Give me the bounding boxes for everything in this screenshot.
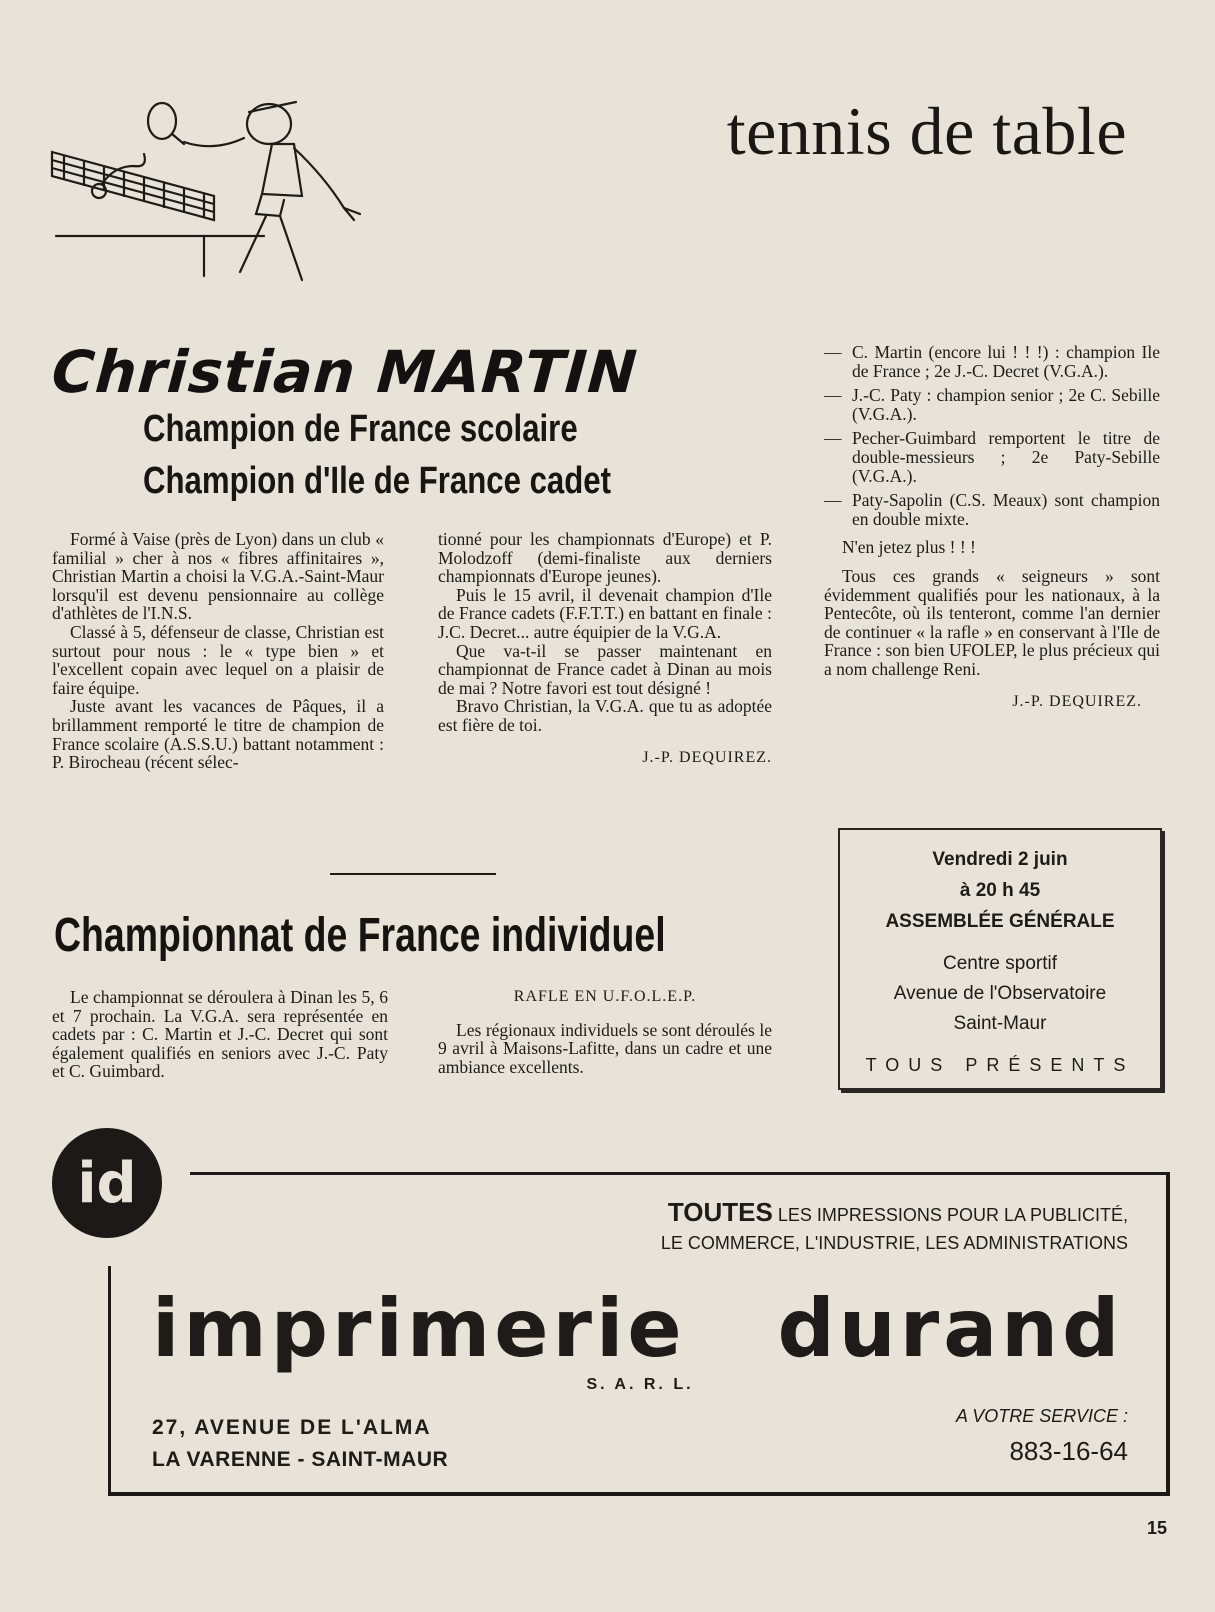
notice-place-line3: Saint-Maur	[953, 1013, 1047, 1034]
article-title-christian-martin: Christian MARTIN	[49, 338, 640, 406]
article2-column2	[438, 988, 772, 1076]
table-tennis-player-illustration	[44, 96, 384, 306]
signature: J.-P. DEQUIREZ.	[642, 748, 772, 766]
notice-event: ASSEMBLÉE GÉNÉRALE	[885, 911, 1115, 932]
rafle-heading: RAFLE EN U.F.O.L.E.P.	[513, 988, 697, 1005]
results-list	[824, 343, 1160, 528]
article1-column1	[52, 530, 384, 772]
page-number: 15	[1146, 1518, 1167, 1538]
company-sarl: S. A. R. L.	[586, 1376, 694, 1393]
paragraph: Classé à 5, défenseur de classe, Christian est surtout pour nous : le « type bien » et l'excellent copain avec lequel on a plaisir de faire équipe.	[52, 621, 384, 698]
notice-place-line1: Centre sportif	[942, 953, 1058, 974]
paragraph: tionné pour les championnats d'Europe) et P. Molodzoff (demi-finaliste aux derniers championnats d'Europe jeunes).	[438, 529, 772, 587]
paragraph: Les régionaux individuels se sont déroulés le 9 avril à Maisons-Lafitte, dans un cadre et une ambiance excellents.	[438, 1019, 772, 1077]
paragraph: Formé à Vaise (près de Lyon) dans un club « familial » cher à nos « fibres affinitaires », Christian Martin a choisi la V.G.A.-Saint-Maur lorsqu'il est devenu pensionnaire au collège d'athlètes de l'I.N.S.	[52, 529, 384, 624]
ad-tagline-line2: LE COMMERCE, L'INDUSTRIE, LES ADMINISTRATIONS	[660, 1233, 1128, 1253]
phone-number: 883-16-64	[1009, 1436, 1128, 1466]
notice-time: à 20 h 45	[959, 880, 1041, 901]
subtitle-champion-ile-de-france: Champion d'Ile de France cadet	[143, 460, 612, 502]
paragraph: Puis le 15 avril, il devenait champion d'Ile de France cadets (F.F.T.T.) en battant en finale : J.C. Decret... autre équipier de la V.G.A.	[438, 584, 772, 642]
company-address	[152, 1412, 448, 1476]
notice-place-line2: Avenue de l'Observatoire	[893, 983, 1107, 1004]
notice-date: Vendredi 2 juin	[932, 849, 1068, 870]
ad-tagline-rest: LES IMPRESSIONS POUR LA PUBLICITÉ,	[777, 1205, 1128, 1225]
id-logo: id	[52, 1128, 162, 1238]
article1-column2	[438, 530, 772, 767]
signature: J.-P. DEQUIREZ.	[1012, 692, 1142, 710]
results-column	[824, 343, 1160, 711]
list-item: — Paty-Sapolin (C.S. Meaux) sont champion en double mixte.	[824, 491, 1160, 528]
ad-tagline	[640, 1198, 1128, 1257]
subtitle-champion-scolaire: Champion de France scolaire	[143, 408, 578, 450]
ad-tagline-bold: TOUTES	[667, 1197, 773, 1227]
article2-title: Championnat de France individuel	[54, 909, 666, 962]
service-label: A VOTRE SERVICE :	[955, 1406, 1128, 1426]
paragraph: Le championnat se déroulera à Dinan les 5, 6 et 7 prochain. La V.G.A. sera représentée en cadets par : C. Martin et J.-C. Decret qui sont également qualifiés en seniors avec J.-C. Paty et C. Guimbard.	[52, 987, 388, 1082]
list-item: — C. Martin (encore lui ! ! !) : champion Ile de France ; 2e J.-C. Decret (V.G.A.).	[824, 343, 1160, 380]
section-title: tennis de table	[726, 93, 1127, 169]
paragraph: Juste avant les vacances de Pâques, il a brillamment remporté le titre de champion de France scolaire (A.S.S.U.) battant notamment : P. Birocheau (récent sélec-	[52, 696, 384, 773]
separator-rule	[330, 873, 496, 875]
list-item: — J.-C. Paty : champion senior ; 2e C. Sebille (V.G.A.).	[824, 386, 1160, 423]
paragraph: Que va-t-il se passer maintenant en championnat de France cadet à Dinan au mois de mai ? Notre favori est tout désigné !	[438, 640, 772, 698]
paragraph: Bravo Christian, la V.G.A. que tu as adoptée est fière de toi.	[438, 696, 772, 735]
exclaim-text: N'en jetez plus ! ! !	[842, 537, 976, 558]
list-item: — Pecher-Guimbard remportent le titre de double-messieurs ; 2e Paty-Sebille (V.G.A.).	[824, 429, 1160, 485]
article2-column1	[52, 988, 388, 1081]
general-assembly-notice	[838, 828, 1162, 1090]
paragraph: Tous ces grands « seigneurs » sont évidemment qualifiés pour les nationaux, à la Pentecôte, où ils tenteront, comme l'an dernier de continuer « la rafle » en conservant à l'Ile de France : son bien UFOLEP, le plus précieux qui a nom challenge Reni.	[824, 565, 1160, 679]
address-line2: LA VARENNE - SAINT-MAUR	[152, 1448, 449, 1471]
notice-all-present: TOUS PRÉSENTS	[865, 1055, 1135, 1075]
address-line1: 27, AVENUE DE L'ALMA	[152, 1416, 432, 1439]
company-name: imprimerie durand	[152, 1282, 1124, 1375]
